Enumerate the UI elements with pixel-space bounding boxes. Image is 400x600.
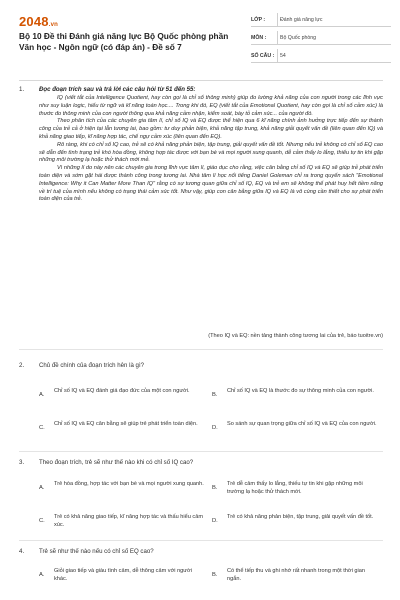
question-text: Chủ đề chính của đoạn trích hên là gì? xyxy=(39,362,145,369)
meta-value: Đánh giá năng lực xyxy=(277,13,391,26)
option-letter: C. xyxy=(39,518,45,524)
option-letter: A. xyxy=(39,392,45,398)
option-text: Chỉ số IQ và EQ là thước đo sự thông minh của con người. xyxy=(227,388,374,394)
option-letter: D. xyxy=(212,518,218,524)
meta-label: LỚP : xyxy=(251,17,266,23)
option-a[interactable] xyxy=(39,564,209,588)
option-b[interactable] xyxy=(212,477,382,501)
option-text: Trẻ dễ cảm thấy lo lắng, thiếu tự tin khi gặp những môi trường lạ hoặc thử thách mới. xyxy=(227,481,363,495)
question-number: 1. xyxy=(19,86,25,93)
option-text: Có thể tiếp thu và ghi nhớ rất nhanh trong một thời gian ngắn. xyxy=(227,568,365,582)
question-number: 3. xyxy=(19,459,25,466)
question-text: Theo đoạn trích, trẻ sẽ như thế nào khi có chỉ số IQ cao? xyxy=(39,459,194,466)
option-b[interactable] xyxy=(212,564,382,588)
option-c[interactable] xyxy=(39,510,209,534)
option-text: Trẻ hòa đồng, hợp tác với bạn bè và mọi người xung quanh. xyxy=(54,481,204,487)
option-text: Trẻ có khả năng phản biện, tập trung, giải quyết vấn đề tốt. xyxy=(227,514,374,520)
logo-suffix: .vn xyxy=(48,22,59,28)
question-number: 2. xyxy=(19,362,25,369)
passage-paragraph: IQ (viết tắt của Intelligence Quotient, hay còn gọi là chỉ số thông minh) giúp đo lường khả năng của con người trong các lĩnh vực như suy luận logic, hiểu từ ngữ và kĩ năng toán học.... Trong khi đó, EQ (viết tắt của Emotional Quotient, hay còn gọi là chỉ số cảm xúc) là thước đo thông minh của con người thông qua khả năng cảm nhận, kiểm soát, bày tỏ cảm xúc... của người đó. xyxy=(39,95,383,117)
option-letter: A. xyxy=(39,485,45,491)
question-divider xyxy=(19,451,383,452)
exam-meta xyxy=(251,13,391,67)
option-text: So sánh sự quan trọng giữa chỉ số IQ và EQ của con người. xyxy=(227,421,377,427)
option-a[interactable] xyxy=(39,477,209,501)
document-header xyxy=(0,0,400,78)
option-text: Chỉ số IQ và EQ đánh giá đạo đức của một con người. xyxy=(54,388,190,394)
option-text: Chỉ số IQ và EQ cân bằng sẽ giúp trẻ phát triển toàn diện. xyxy=(54,421,198,427)
passage-paragraph: Rõ ràng, khi có chỉ số IQ cao, trẻ sẽ có khả năng phản biện, tập trung, giải quyết vấn đề tốt. Nhưng nếu trẻ không có chỉ số EQ cao sẽ dẫn đến tình trạng trẻ khó hòa đồng, không hợp tác được với bạn bè và mọi người xung quanh, dễ cảm thấy lo lắng, thiếu tự tin khi gặp những môi trường lạ hoặc thử thách mới mẻ. xyxy=(39,141,383,164)
option-letter: B. xyxy=(212,485,218,491)
option-letter: B. xyxy=(212,572,218,578)
question-divider xyxy=(19,349,383,350)
option-text: Giỏi giao tiếp và giàu tình cảm, dễ thông cảm với người khác. xyxy=(54,568,192,582)
meta-row-count xyxy=(251,49,391,63)
meta-row-subject xyxy=(251,31,391,45)
reading-passage xyxy=(39,95,383,204)
passage-source: (Theo IQ và EQ: nền tảng thành công tương lai của trẻ, báo tuoitre.vn) xyxy=(208,333,383,339)
option-d[interactable] xyxy=(212,510,382,534)
passage-paragraph: Theo phân tích của các chuyên gia tâm lí, chỉ số IQ và EQ được thể hiện qua 6 kĩ năng chính ảnh hưởng trực tiếp đến sự thành công của trẻ cả ở hiện tại lẫn tương lai, bao gồm: tư duy phản biện, khả năng tập trung, khả năng giải quyết vấn đề (liên quan đến IQ) và khả năng giao tiếp, kĩ năng hợp tác, chế ngự cảm xúc (liên quan đến EQ). xyxy=(39,118,383,140)
question-text: Đọc đoạn trích sau và trả lời các câu hỏi từ 51 đến 55: xyxy=(39,86,196,93)
option-c[interactable] xyxy=(39,417,209,441)
meta-value: 54 xyxy=(277,49,391,62)
question-4 xyxy=(19,548,383,600)
option-a[interactable] xyxy=(39,384,209,408)
option-text: Trẻ có khả năng giao tiếp, kĩ năng hợp tác và thấu hiểu cảm xúc. xyxy=(54,514,203,528)
meta-row-class xyxy=(251,13,391,27)
question-text: Trẻ sẽ như thế nào nếu có chỉ số EQ cao? xyxy=(39,548,154,555)
question-2 xyxy=(19,362,383,452)
question-divider xyxy=(19,540,383,541)
option-d[interactable] xyxy=(212,417,382,441)
question-3 xyxy=(19,459,383,545)
meta-label: MÔN : xyxy=(251,35,267,41)
meta-label: SỐ CÂU : xyxy=(251,53,275,59)
passage-paragraph: Vì những lí do này nên các chuyên gia trong lĩnh vực tâm lí, giáo dục cho rằng, việc cân bằng chỉ số IQ và EQ sẽ giúp trẻ phát triển toàn diện và sớm gặt hái được thành công trong tương lai. Nhà tâm lí học nổi tiếng Daniel Goleman chỉ ra trong quyển sách "Emotional Intelligence: Why it Can Matter More Than IQ" rằng có sự tương quan giữa chỉ số IQ, EQ và trẻ em sẽ không thể phát huy hết tiềm năng về trí tuệ của mình nếu không có trạng thái cảm xúc tốt. Như vậy, giúp con cân bằng giữa IQ và EQ là vô cùng cần thiết cho sự phát triển toàn diện của trẻ. xyxy=(39,165,383,203)
logo-text: 2048 xyxy=(19,14,49,29)
header-divider xyxy=(19,80,383,81)
meta-value: Bộ Quốc phòng xyxy=(277,31,391,44)
site-logo[interactable] xyxy=(19,14,58,29)
option-letter: C. xyxy=(39,425,45,431)
option-letter: D. xyxy=(212,425,218,431)
question-number: 4. xyxy=(19,548,25,555)
option-letter: B. xyxy=(212,392,218,398)
option-letter: A. xyxy=(39,572,45,578)
page-title: Bộ 10 Đề thi Đánh giá năng lực Bộ Quốc phòng phần Văn học - Ngôn ngữ (có đáp án) - Đề số 7 xyxy=(19,31,229,52)
option-b[interactable] xyxy=(212,384,382,408)
